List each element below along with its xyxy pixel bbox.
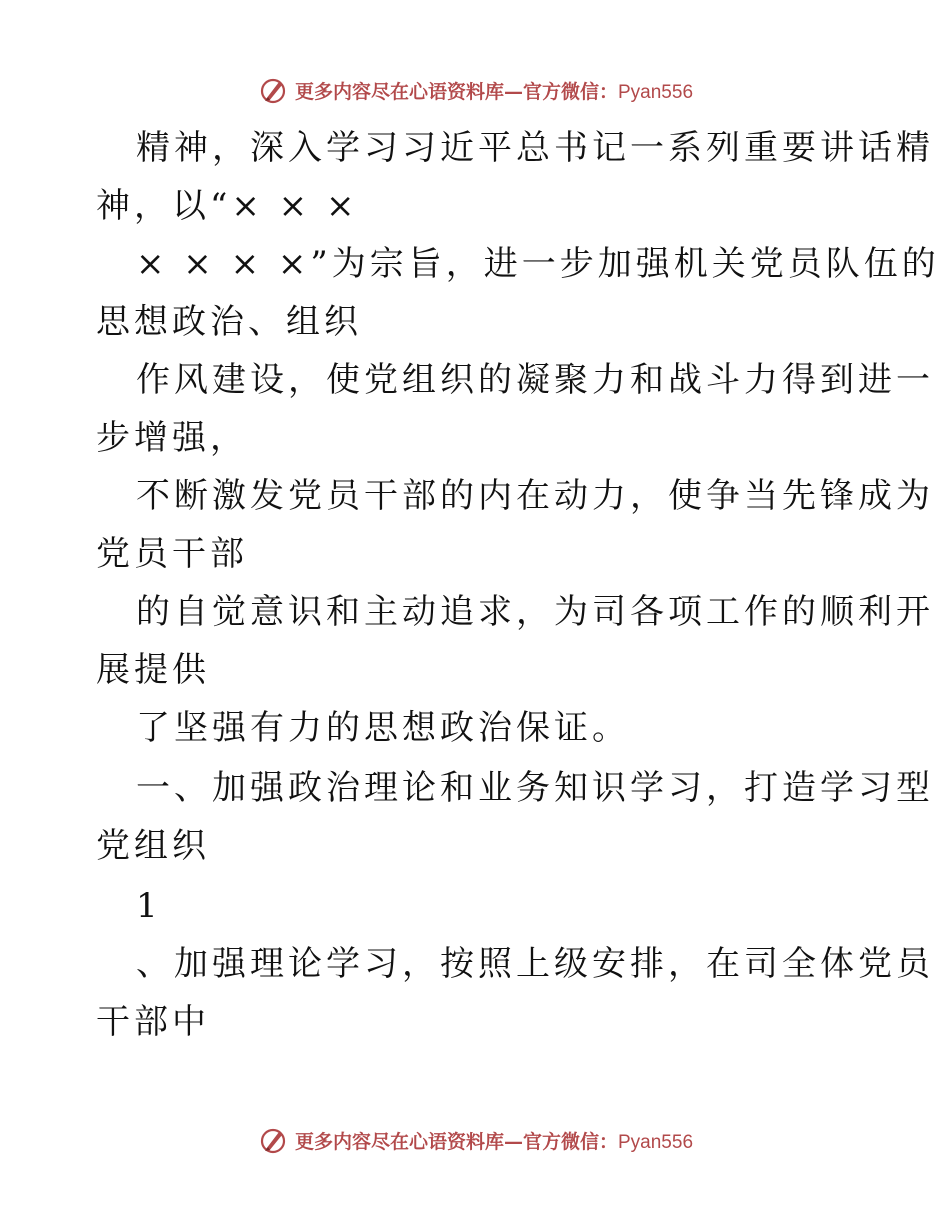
body-line: 精神，深入学习习近平总书记一系列重要讲话精 [136, 128, 934, 168]
watermark-banner-bottom [0, 1120, 950, 1160]
body-line: 的自觉意识和主动追求，为司各项工作的顺利开 [136, 592, 934, 632]
watermark-site: 更多内容尽在心语资料库 [294, 1130, 504, 1153]
quill-logo-icon [257, 74, 289, 106]
watermark-content [257, 1124, 693, 1156]
watermark-wechat-id: Pyan556 [618, 81, 694, 103]
section-heading: 一、加强政治理论和业务知识学习，打造学习型 [136, 768, 934, 808]
body-line: 神，以“× × × [96, 186, 359, 226]
watermark-banner-top [0, 70, 950, 110]
watermark-dash: — [503, 1130, 523, 1153]
body-line: 干部中 [96, 1002, 210, 1042]
body-line: × × × ×”为宗旨，进一步加强机关党员队伍的 [136, 244, 940, 284]
body-line: 了坚强有力的思想政治保证。 [136, 708, 630, 748]
watermark-content [257, 74, 693, 106]
body-line: 、加强理论学习，按照上级安排，在司全体党员 [136, 944, 934, 984]
quill-logo-icon [257, 1124, 289, 1156]
section-heading-cont: 党组织 [96, 826, 210, 866]
watermark-text [295, 1127, 693, 1154]
watermark-site: 更多内容尽在心语资料库 [294, 80, 504, 103]
watermark-dash: — [503, 80, 523, 103]
body-line: 不断激发党员干部的内在动力，使争当先锋成为 [136, 476, 934, 516]
body-line: 思想政治、组织 [96, 302, 362, 342]
watermark-text [295, 77, 693, 104]
watermark-wechat-label: 官方微信： [522, 80, 618, 103]
body-line: 步增强， [96, 418, 248, 458]
body-line: 作风建设，使党组织的凝聚力和战斗力得到进一 [136, 360, 934, 400]
item-number: 1 [136, 886, 162, 926]
body-line: 展提供 [96, 650, 210, 690]
watermark-wechat-id: Pyan556 [618, 1131, 694, 1153]
watermark-wechat-label: 官方微信： [522, 1130, 618, 1153]
body-line: 党员干部 [96, 534, 248, 574]
